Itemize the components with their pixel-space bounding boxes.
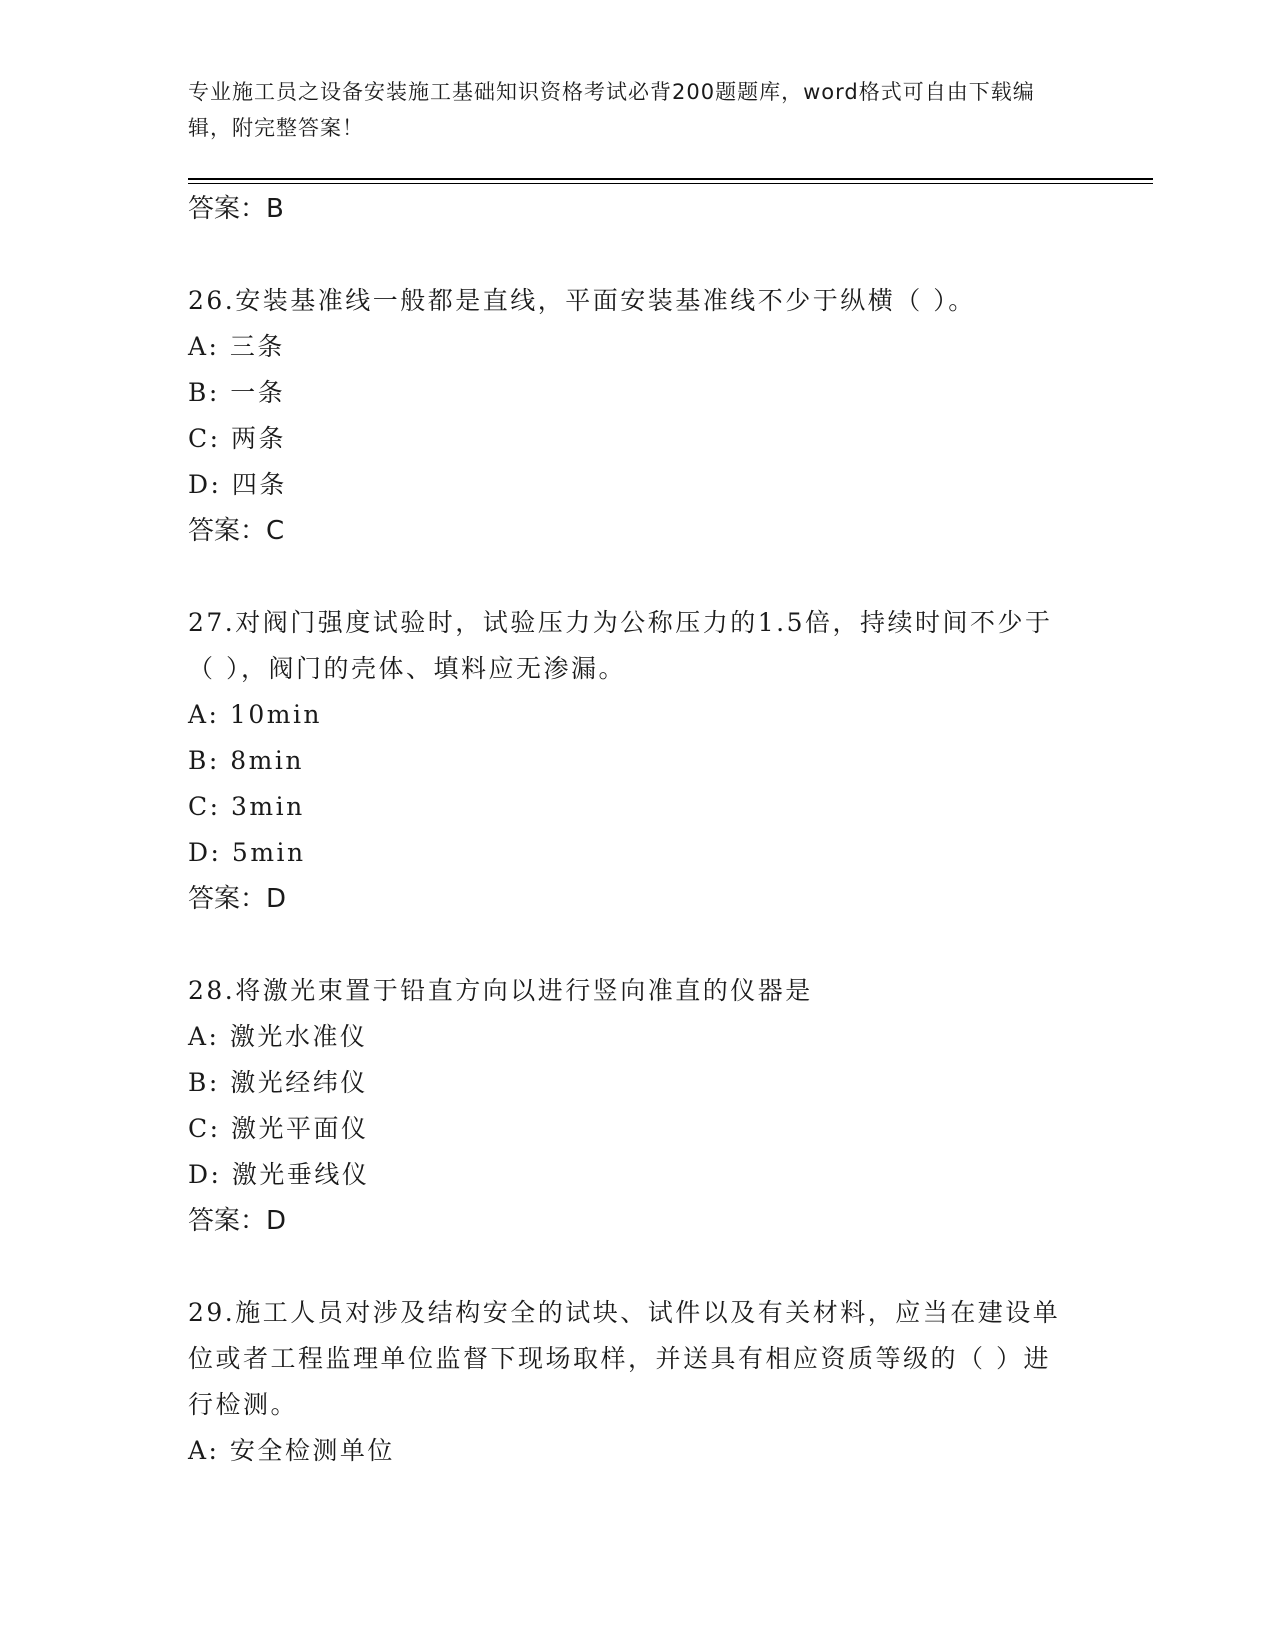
question-list <box>188 186 1068 1474</box>
question-stem: 27.对阀门强度试验时，试验压力为公称压力的1.5倍，持续时间不少于（ ），阀门的壳体、填料应无渗漏。 <box>188 608 1053 683</box>
question-27 <box>188 600 1068 922</box>
previous-answer: 答案：B <box>188 194 284 224</box>
question-stem: 28.将激光束置于铅直方向以进行竖向准直的仪器是 <box>188 976 813 1005</box>
option-c: C: 两条 <box>188 424 286 453</box>
answer: 答案：D <box>188 884 287 914</box>
question-stem: 26.安装基准线一般都是直线，平面安装基准线不少于纵横（ ）。 <box>188 286 976 315</box>
question-28 <box>188 968 1068 1244</box>
option-d: D: 激光垂线仪 <box>188 1160 370 1189</box>
option-a: A: 激光水准仪 <box>188 1022 368 1051</box>
option-c: C: 3min <box>188 792 305 821</box>
header-rule-thin <box>188 183 1153 184</box>
option-b: B: 8min <box>188 746 304 775</box>
page-header: 专业施工员之设备安装施工基础知识资格考试必背200题题库，word格式可自由下载编辑，附完整答案！ <box>188 80 1035 140</box>
option-a: A: 安全检测单位 <box>188 1436 395 1465</box>
option-c: C: 激光平面仪 <box>188 1114 369 1143</box>
option-d: D: 四条 <box>188 470 287 499</box>
option-b: B: 激光经纬仪 <box>188 1068 368 1097</box>
answer: 答案：D <box>188 1206 287 1236</box>
option-b: B: 一条 <box>188 378 286 407</box>
question-stem: 29.施工人员对涉及结构安全的试块、试件以及有关材料，应当在建设单位或者工程监理单位监督下现场取样，并送具有相应资质等级的（ ）进行检测。 <box>188 1298 1061 1419</box>
option-a: A: 10min <box>188 700 323 729</box>
question-26 <box>188 278 1068 554</box>
option-d: D: 5min <box>188 838 306 867</box>
answer: 答案：C <box>188 516 285 546</box>
header-rule-thick <box>188 178 1153 180</box>
question-29 <box>188 1290 1068 1474</box>
option-a: A: 三条 <box>188 332 285 361</box>
